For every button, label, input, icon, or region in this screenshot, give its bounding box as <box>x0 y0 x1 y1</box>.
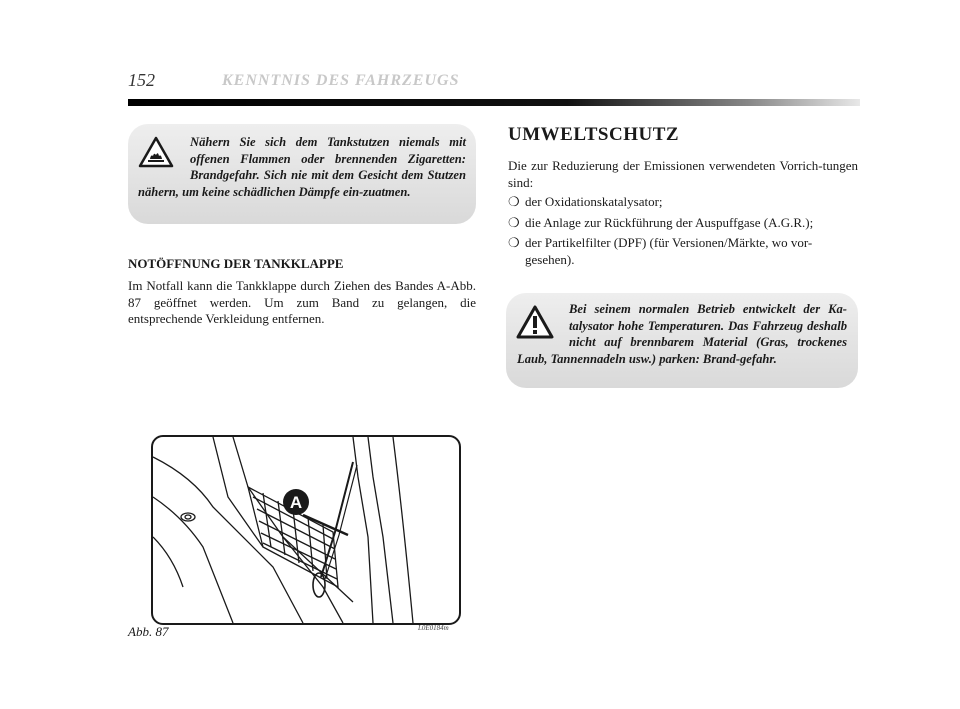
bullet-icon: ❍ <box>508 235 520 250</box>
bullet-icon: ❍ <box>508 194 520 209</box>
callout-label-a: A <box>289 493 303 512</box>
bullet-icon: ❍ <box>508 214 520 230</box>
catalyst-warning-box <box>506 293 858 388</box>
list-item: ❍ die Anlage zur Rückführung der Auspuffgase (A.G.R.); <box>508 214 814 230</box>
emergency-opening-heading: NOTÖFFNUNG DER TANKKLAPPE <box>128 256 344 271</box>
page-header <box>128 70 858 96</box>
figure-fuel-flap-strap <box>151 435 461 625</box>
section-title: KENNTNIS DES FAHRZEUGS <box>222 72 460 89</box>
emergency-opening-body: Im Notfall kann die Tankklappe durch Ziehen des Bandes A-Abb. 87 geöffnet werden. Um zum Band zu gelangen, die entsprechende Verkleidung entfernen. <box>128 278 476 326</box>
header-rule <box>128 99 860 106</box>
emission-devices-list <box>508 194 858 272</box>
figure-code: L0E0184m <box>418 624 449 632</box>
fuel-warning-text: Nähern Sie sich dem Tankstutzen niemals mit offenen Flammen oder brennenden Zigaretten: Brandgefahr. Sich nie mit dem Gesicht dem Stutzen nähern, um keine schädlichen Dämpfe ein-zuatmen. <box>138 135 466 199</box>
list-item: ❍ der Partikelfilter (DPF) (für Versionen/Märkte, wo vor-gesehen). <box>508 235 813 267</box>
environment-heading: UMWELTSCHUTZ <box>508 124 680 145</box>
list-item: ❍ der Oxidationskatalysator; <box>508 194 663 209</box>
page-number: 152 <box>128 70 155 90</box>
catalyst-warning-text: Bei seinem normalen Betrieb entwickelt der Ka-talysator hohe Temperaturen. Das Fahrzeug deshalb nicht auf brennbarem Material (Gras, trockenes Laub, Tannennadeln usw.) parken: Brand-gefahr. <box>517 302 847 366</box>
fuel-flap-illustration <box>153 437 459 623</box>
figure-caption: Abb. 87 <box>128 624 169 639</box>
fuel-warning-box <box>128 124 476 224</box>
environment-intro: Die zur Reduzierung der Emissionen verwendeten Vorrich-tungen sind: <box>508 158 858 190</box>
